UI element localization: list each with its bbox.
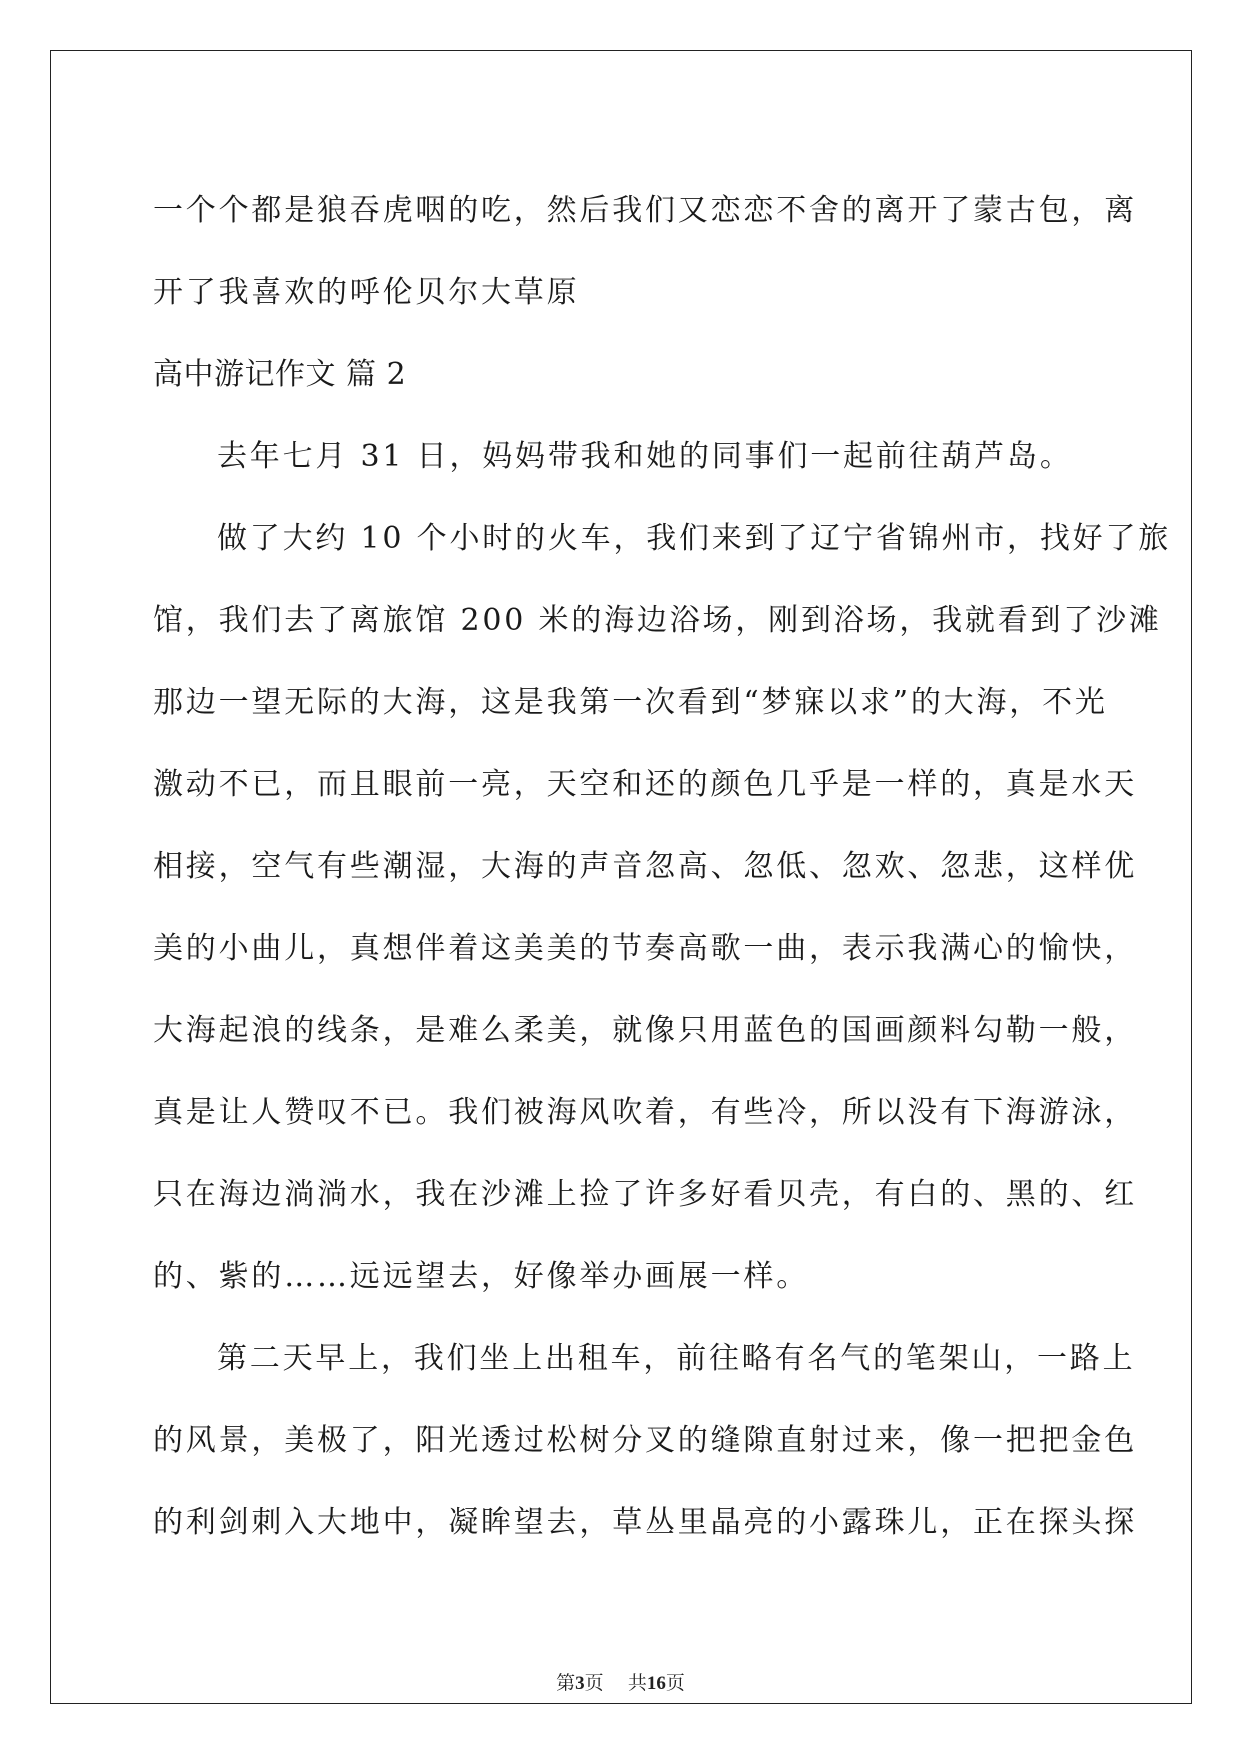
page-number: 第3页: [556, 1672, 604, 1694]
section-heading: 高中游记作文 篇 2: [153, 357, 407, 392]
paragraph-line: 激动不已，而且眼前一亮，天空和还的颜色几乎是一样的，真是水天: [153, 767, 1137, 802]
paragraph-line: 开了我喜欢的呼伦贝尔大草原: [153, 275, 580, 310]
paragraph-line: 馆，我们去了离旅馆 200 米的海边浴场，刚到浴场，我就看到了沙滩: [153, 603, 1162, 638]
page-footer: [0, 1668, 1241, 1695]
paragraph-line: 的利剑刺入大地中，凝眸望去，草丛里晶亮的小露珠儿，正在探头探: [153, 1505, 1137, 1540]
paragraph-line: 那边一望无际的大海，这是我第一次看到“梦寐以求”的大海，不光: [153, 685, 1108, 720]
paragraph-line: 一个个都是狼吞虎咽的吃，然后我们又恋恋不舍的离开了蒙古包，离: [153, 193, 1137, 228]
paragraph-first-line: 做了大约 10 个小时的火车，我们来到了辽宁省锦州市，找好了旅: [217, 521, 1172, 556]
paragraph-first-line: 第二天早上，我们坐上出租车，前往略有名气的笔架山，一路上: [217, 1341, 1136, 1376]
paragraph-line: 只在海边淌淌水，我在沙滩上捡了许多好看贝壳，有白的、黑的、红: [153, 1177, 1137, 1212]
paragraph-line: 的风景，美极了，阳光透过松树分叉的缝隙直射过来，像一把把金色: [153, 1423, 1137, 1458]
page-total: 共16页: [627, 1672, 685, 1694]
paragraph-line: 美的小曲儿，真想伴着这美美的节奏高歌一曲，表示我满心的愉快，: [153, 931, 1137, 966]
paragraph-line: 真是让人赞叹不已。我们被海风吹着，有些冷，所以没有下海游泳，: [153, 1095, 1137, 1130]
paragraph-first-line: 去年七月 31 日，妈妈带我和她的同事们一起前往葫芦岛。: [217, 439, 1073, 474]
document-body: [153, 170, 1172, 1564]
paragraph-line: 的、紫的……远远望去，好像举办画展一样。: [153, 1259, 809, 1294]
paragraph-line: 大海起浪的线条，是难么柔美，就像只用蓝色的国画颜料勾勒一般，: [153, 1013, 1137, 1048]
paragraph-line: 相接，空气有些潮湿，大海的声音忽高、忽低、忽欢、忽悲，这样优: [153, 849, 1137, 884]
